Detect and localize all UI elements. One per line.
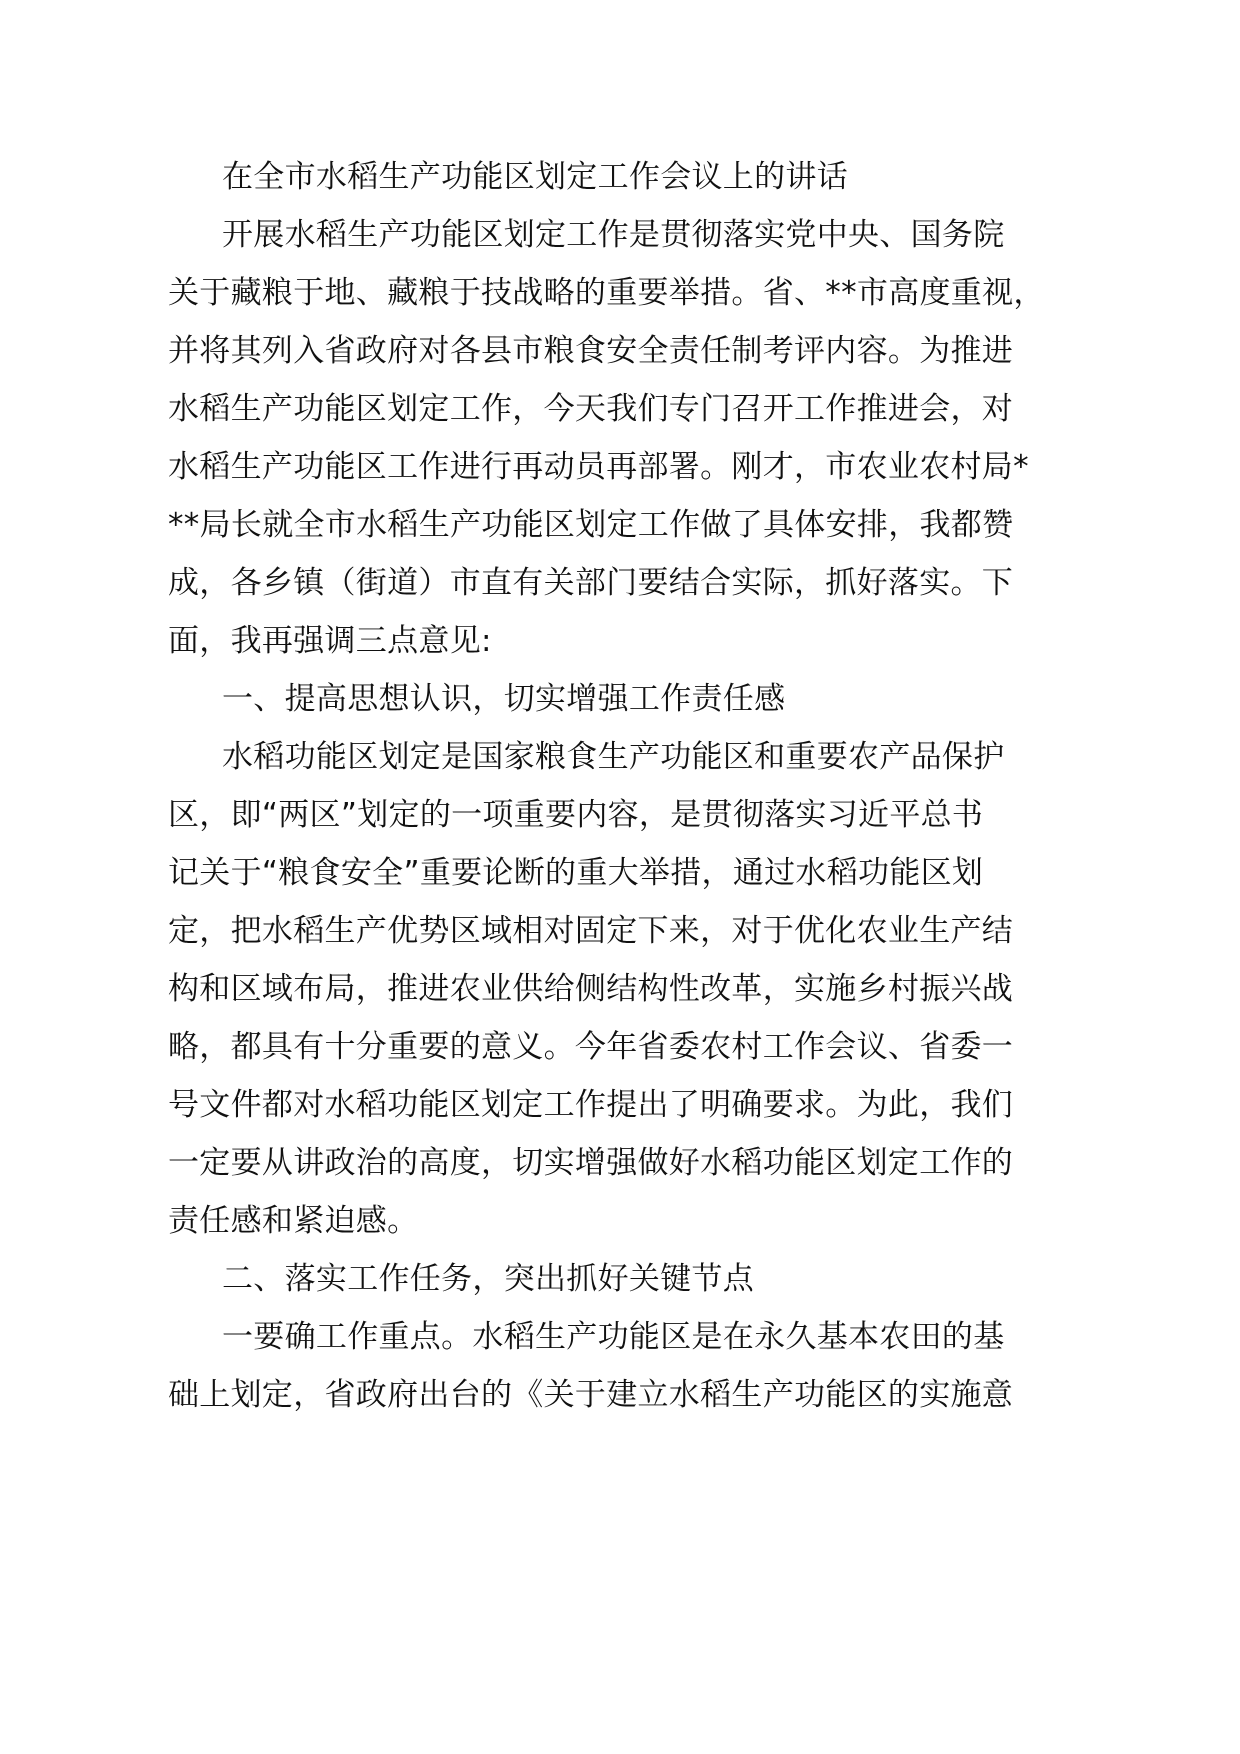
text-line: 定，把水稻生产优势区域相对固定下来，对于优化农业生产结 xyxy=(168,913,1014,949)
text-line: 并将其列入省政府对各县市粮食安全责任制考评内容。为推进 xyxy=(168,333,1014,369)
document-title: 在全市水稻生产功能区划定工作会议上的讲话 xyxy=(222,159,848,195)
text-line: 成，各乡镇（街道）市直有关部门要结合实际，抓好落实。下 xyxy=(168,565,1014,601)
text-line: 面，我再强调三点意见: xyxy=(168,623,492,659)
text-line: 水稻生产功能区工作进行再动员再部署。刚才，市农业农村局* xyxy=(168,449,1029,485)
text-line: 一定要从讲政治的高度，切实增强做好水稻功能区划定工作的 xyxy=(168,1145,1014,1181)
text-line: 开展水稻生产功能区划定工作是贯彻落实党中央、国务院 xyxy=(222,217,1005,253)
section-heading: 二、落实工作任务，突出抓好关键节点 xyxy=(222,1261,755,1297)
text-line: 略，都具有十分重要的意义。今年省委农村工作会议、省委一 xyxy=(168,1029,1014,1065)
text-line: 关于藏粮于地、藏粮于技战略的重要举措。省、**市高度重视， xyxy=(168,275,1045,311)
text-line: **局长就全市水稻生产功能区划定工作做了具体安排，我都赞 xyxy=(168,507,1014,543)
text-line: 号文件都对水稻功能区划定工作提出了明确要求。为此，我们 xyxy=(168,1087,1014,1123)
text-line: 础上划定，省政府出台的《关于建立水稻生产功能区的实施意 xyxy=(168,1377,1014,1413)
text-line: 责任感和紧迫感。 xyxy=(168,1203,419,1239)
text-line: 一要确工作重点。水稻生产功能区是在永久基本农田的基 xyxy=(222,1319,1005,1355)
text-line: 构和区域布局，推进农业供给侧结构性改革，实施乡村振兴战 xyxy=(168,971,1014,1007)
text-line: 水稻生产功能区划定工作，今天我们专门召开工作推进会，对 xyxy=(168,391,1014,427)
section-heading: 一、提高思想认识，切实增强工作责任感 xyxy=(222,681,786,717)
text-line: 记关于“粮食安全”重要论断的重大举措，通过水稻功能区划 xyxy=(168,855,984,891)
text-line: 区，即“两区”划定的一项重要内容，是贯彻落实习近平总书 xyxy=(168,797,984,833)
text-line: 水稻功能区划定是国家粮食生产功能区和重要农产品保护 xyxy=(222,739,1005,775)
